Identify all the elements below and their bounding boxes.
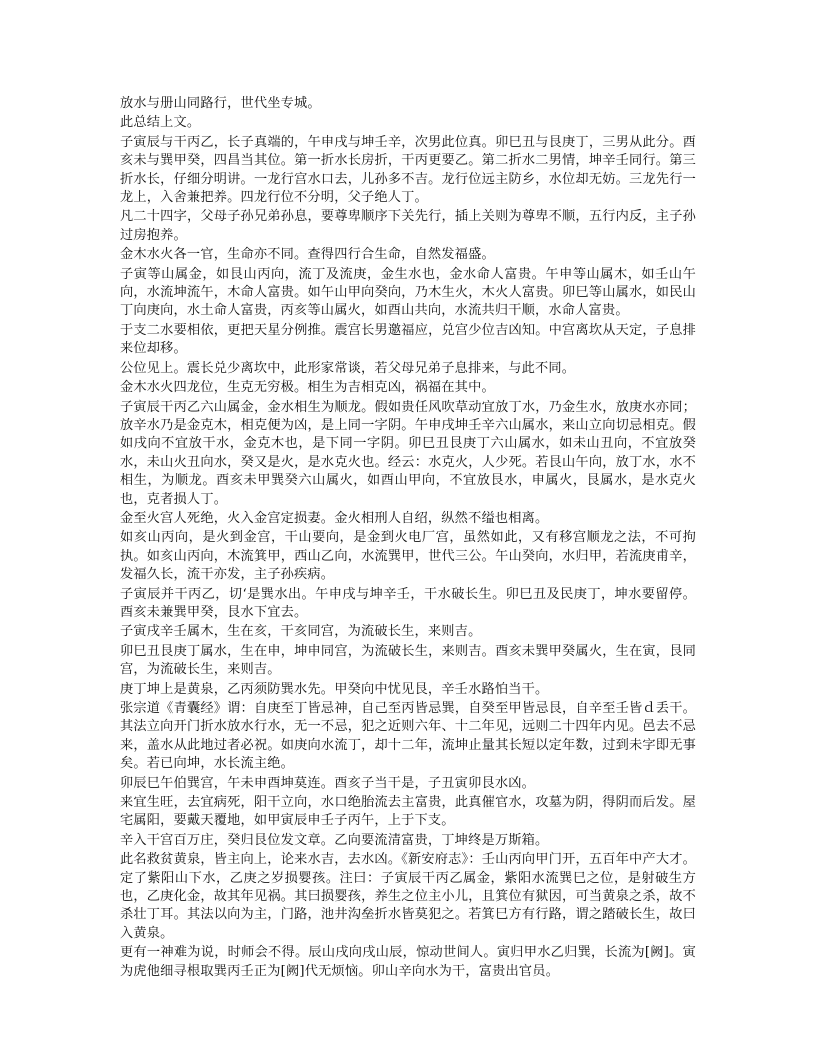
paragraph: 此名救贫黄泉，皆主向上，论来水吉，去水凶。《新安府志》：壬山丙向甲门开，五百年中产大才。定了紫阳山下水，乙庚之岁损婴孩。注曰：子寅辰干丙乙属金，紫阳水流巽巳之位，是射破生方也，乙庚化金，故其年见祸。其曰损婴孩，养生之位主小儿，且箕位有狱因，可当黄泉之杀，故不杀壮丁耳。其法以向为主，门路，池井沟垒折水皆莫犯之。若箕巳方有行路，谓之踏破长生，故曰入黄泉。 [120, 852, 696, 941]
paragraph: 来宜生旺，去宜病死，阳干立向，水口绝胎流去主富贵，此真催官水，攻墓为阴，得阴而后发。屋宅属阳，要戴天覆地，如甲寅辰申壬子丙午，上于下支。 [120, 795, 696, 829]
paragraph: 金至火宫人死绝，火入金宫定损妻。金火相刑人自绍，纵然不缢也相离。 [120, 510, 549, 526]
paragraph: 卯巳丑艮庚丁属水，生在申，坤申同宫，为流破长生，来则吉。酉亥未巽甲癸属火，生在寅，艮同宫，为流破长生，来则吉。 [120, 643, 696, 678]
document-page [120, 95, 696, 982]
paragraph: 公位见上。震长兑少离坎中，此形家常谈，若父母兄弟子息排来，与此不同。 [120, 360, 576, 376]
paragraph: 金木水火四龙位，生克无穷极。相生为吉相克凶，祸福在其中。 [120, 380, 495, 396]
paragraph: 放水与册山同路行，世代坐专城。 [120, 96, 321, 111]
paragraph: 张宗道《青囊经》谓：自庚至丁皆忌神，自己至丙皆忌巽，自癸至甲皆忌艮，自辛至壬皆ｄ丢干。其法立向开门折水放水行水，无一不忌，犯之近则六年、十二年见，远则二十四年内见。邑去不忌来，盖水从此地过者必祝。如庚向水流丁，却十二年，流坤止量其长短以定年数，过到未字即无事矣。若已向坤，水长流主绝。 [120, 701, 696, 772]
paragraph: 金木水火各一官，生命亦不同。查得四行合生命，自然发福盛。 [120, 247, 495, 263]
paragraph: 如亥山丙向，是火到金宫，干山要向，是金到火电厂宫，虽然如此，又有移宫顺龙之法，不可拘执。如亥山丙向，木流箕甲，西山乙向，水流巽甲，世代三公。午山癸向，水归甲，若流庚甫辛，发福久长，流干亦发，主子孙疾病。 [120, 530, 696, 583]
paragraph: 凡二十四字，父母子孙兄弟孙息，要尊卑顺序下关先行，插上关则为尊卑不顺，五行内反，主子孙过房抱养。 [120, 209, 696, 243]
paragraph: 子寅辰与干丙乙，长子真端的，午申戌与坤壬辛，次男此位真。卯巳丑与艮庚丁，三男从此分。酉亥未与巽甲癸，四昌当其位。第一折水长房折，干丙更要乙。第二折水二男情，坤辛壬同行。第三折水长，仔细分明讲。一龙行宫水口去，儿孙多不吉。龙行位远主防乡，水位却无妨。三龙先行一龙上，入舍兼把养。四龙行位不分明，父子绝人丁。 [120, 134, 696, 206]
paragraph: 子寅戌辛壬属木，生在亥，干亥同宫，为流破长生，来则吉。 [120, 624, 482, 640]
paragraph: 于支二水要相依，更把天星分例推。震宫长男邀福应，兑宫少位吉凶知。中宫离坎从天定，子息排来位却移。 [120, 322, 696, 357]
paragraph: 此总结上文。 [120, 115, 201, 131]
paragraph: 子寅辰干丙乙六山属金，金水相生为顺龙。假如贵任风吹草动宜放丁水，乃金生水，放庚水亦同；放辛水乃是金克木，相克便为凶，是上同一字阴。午申戌坤壬辛六山属水，来山立向切忌相克。假如戌向不宜放干水，金克木也，是下同一字阴。卯巳丑艮庚丁六山属水，如未山丑向，不宜放癸水，未山火丑向水，癸又是火，是水克火也。经云：水克火，人少死。若艮山午向，放丁水，水不相生，为顺龙。酉亥未甲巽癸六山属火，如酉山甲向，不宜放艮水，申属火，艮属水，是水克火也，克者损人丁。 [120, 399, 696, 507]
paragraph: 子寅辰并干丙乙，切‘是巽水出。午申戌与坤辛壬，干水破长生。卯巳丑及民庚丁，坤水要留停。酉亥未兼巽甲癸，艮水下宜去。 [120, 586, 696, 620]
paragraph: 庚丁坤上是黄泉，乙丙须防巽水先。甲癸向中忧见艮，辛壬水路怕当干。 [120, 681, 549, 697]
paragraph: 子寅等山属金，如艮山丙向，流丁及流庚，金生水也，金水命人富贵。午申等山属木，如壬山午向，水流坤流午，木命人富贵。如午山甲向癸向，乃木生火，木火人富贵。卯巳等山属水，如民山丁向庚向，水土命人富贵，丙亥等山属火，如酉山共向，水流共归干顺，水命人富贵。 [120, 266, 696, 319]
paragraph: 卯辰巳午伯巽宫，午未申酉坤莫连。酉亥子当干是，子丑寅卯艮水凶。 [120, 775, 536, 791]
paragraph: 更有一神难为说，时师会不得。辰山戌向戌山辰，惊动世间人。寅归甲水乙归巽，长流为[阙]。寅为虎他细寻根取巽丙壬正为[阙]代无烦恼。卯山辛向水为干，富贵出官员。 [120, 945, 696, 979]
paragraph: 辛入干宫百万庄，癸归艮位发文章。乙向要流清富贵，丁坤终是万斯箱。 [120, 832, 549, 848]
